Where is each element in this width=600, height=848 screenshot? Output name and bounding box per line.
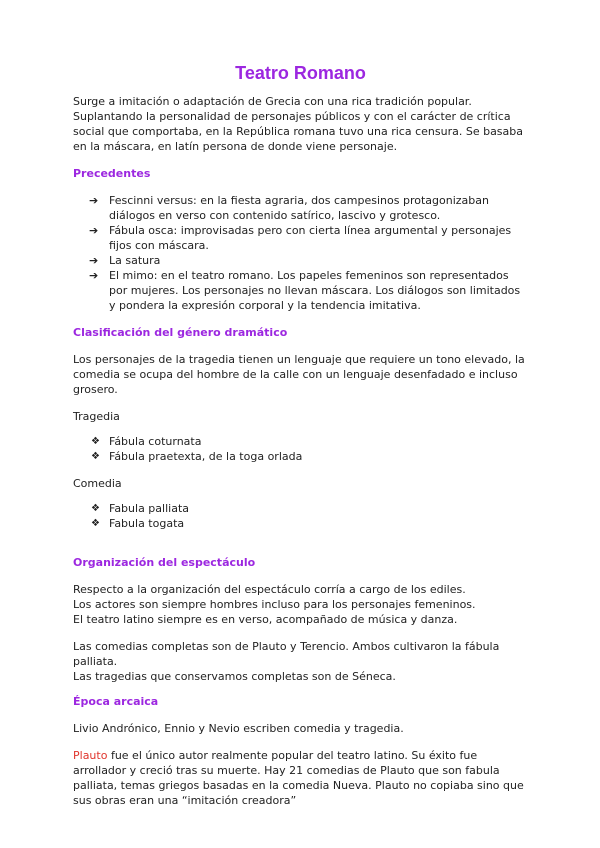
- plauto-text: fue el único autor realmente popular del teatro latino. Su éxito fue arrollador y creció tras su muerte. Hay 21 comedias de Plauto que son fabula palliata, temas griegos basadas en la comedia Nueva. Plauto no copiaba sino que sus obras eran una “imitación creadora”: [73, 749, 524, 807]
- document-page: [73, 62, 528, 808]
- list-item: ➔ Fábula osca: improvisadas pero con cierta línea argumental y personajes fijos con máscara.: [89, 224, 512, 252]
- diamond-bullet-icon: ❖: [91, 518, 100, 529]
- plauto-paragraph: [73, 748, 528, 808]
- clasificacion-paragraph: Los personajes de la tragedia tienen un lenguaje que requiere un tono elevado, la comedia se ocupa del hombre de la calle con un lenguaje desenfadado e incluso grosero.: [73, 353, 525, 396]
- arrow-bullet-icon: ➔: [89, 194, 99, 207]
- heading-epoca-arcaica: Época arcaica: [73, 695, 159, 708]
- list-item: ❖ Fábula coturnata: [91, 435, 202, 448]
- list-item: ➔ La satura: [89, 254, 161, 267]
- list-item: ❖ Fábula praetexta, de la toga orlada: [91, 450, 303, 463]
- epoca-paragraph: Livio Andrónico, Ennio y Nevio escriben comedia y tragedia.: [73, 722, 404, 735]
- organizacion-line: Respecto a la organización del espectáculo corría a cargo de los ediles.: [73, 583, 466, 596]
- heading-clasificacion: Clasificación del género dramático: [73, 326, 288, 339]
- heading-precedentes: Precedentes: [73, 167, 151, 180]
- heading-organizacion: Organización del espectáculo: [73, 556, 256, 569]
- plauto-name: Plauto: [73, 749, 108, 762]
- comedias-completas-text: Las comedias completas son de Plauto y Terencio. Ambos cultivaron la fábula palliata.: [73, 640, 500, 668]
- list-item: ➔ El mimo: en el teatro romano. Los papeles femeninos son representados por mujeres. Los personajes no llevan máscara. Los diálogos son limitados y pondera la expresión corporal y la tendencia imitativa.: [89, 269, 521, 312]
- list-item: ❖ Fabula togata: [91, 517, 185, 530]
- list-item: ➔ Fescinni versus: en la fiesta agraria, dos campesinos protagonizaban diálogos en verso con contenido satírico, lascivo y grotesco.: [89, 194, 489, 222]
- comedia-label: Comedia: [73, 477, 122, 490]
- diamond-bullet-icon: ❖: [91, 503, 100, 514]
- arrow-bullet-icon: ➔: [89, 224, 99, 237]
- comedia-list: [73, 501, 528, 531]
- list-item: ❖ Fabula palliata: [91, 502, 189, 515]
- tragedias-completas-text: Las tragedias que conservamos completas son de Séneca.: [73, 670, 396, 683]
- intro-paragraph: Surge a imitación o adaptación de Grecia con una rica tradición popular. Suplantando la personalidad de personajes públicos y con el carácter de crítica social que comportaba, en la República romana tuvo una rica censura. Se basaba en la máscara, en latín persona de donde viene personaje.: [73, 95, 524, 153]
- organizacion-line: Los actores son siempre hombres incluso para los personajes femeninos.: [73, 598, 476, 611]
- diamond-bullet-icon: ❖: [91, 436, 100, 447]
- arrow-bullet-icon: ➔: [89, 269, 99, 282]
- tragedia-list: [73, 434, 528, 464]
- precedentes-list: [73, 193, 528, 313]
- tragedia-label: Tragedia: [73, 410, 120, 423]
- organizacion-line: El teatro latino siempre es en verso, acompañado de música y danza.: [73, 613, 458, 626]
- page-title: Teatro Romano: [235, 63, 366, 83]
- diamond-bullet-icon: ❖: [91, 451, 100, 462]
- arrow-bullet-icon: ➔: [89, 254, 99, 267]
